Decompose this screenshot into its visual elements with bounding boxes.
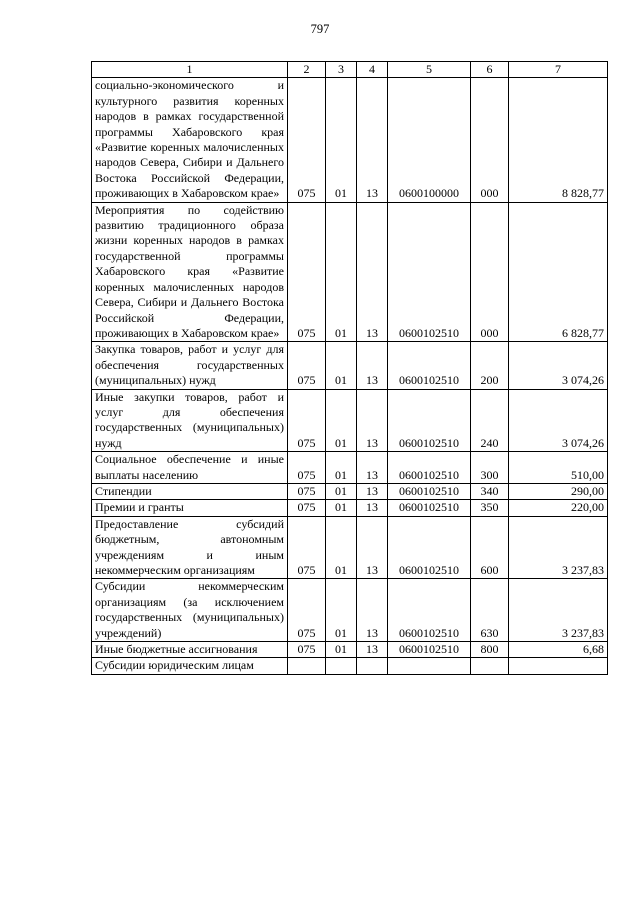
section-cell: 01: [326, 342, 357, 389]
section-cell: 01: [326, 202, 357, 342]
target-article-cell: 0600100000: [388, 78, 471, 202]
column-header: 4: [357, 62, 388, 78]
table-row: [92, 658, 608, 674]
column-header: 1: [92, 62, 288, 78]
table-row: [92, 500, 608, 516]
target-article-cell: 0600102510: [388, 516, 471, 579]
table-row: [92, 202, 608, 342]
expense-type-cell: 000: [471, 78, 509, 202]
admin-code-cell: 075: [288, 500, 326, 516]
row-name-cell: Мероприятия по содействию развитию традиционного образа жизни коренных народов в рамках государственной программы Хабаровского края «Развитие коренных малочисленных народов Севера, Сибири и Дальнего Востока Российской Федерации, проживающих в Хабаровском крае»: [92, 202, 288, 342]
section-cell: 01: [326, 452, 357, 484]
subsection-cell: 13: [357, 78, 388, 202]
row-name-cell: Иные бюджетные ассигнования: [92, 642, 288, 658]
amount-cell: 290,00: [509, 483, 608, 499]
amount-cell: 6 828,77: [509, 202, 608, 342]
expense-type-cell: 630: [471, 579, 509, 642]
expense-type-cell: 800: [471, 642, 509, 658]
table-row: [92, 452, 608, 484]
admin-code-cell: 075: [288, 452, 326, 484]
subsection-cell: [357, 658, 388, 674]
amount-cell: 510,00: [509, 452, 608, 484]
page-number: 797: [310, 22, 330, 36]
admin-code-cell: 075: [288, 389, 326, 452]
table-body: [92, 78, 608, 674]
admin-code-cell: 075: [288, 202, 326, 342]
column-header: 3: [326, 62, 357, 78]
target-article-cell: 0600102510: [388, 500, 471, 516]
column-header: 5: [388, 62, 471, 78]
subsection-cell: 13: [357, 642, 388, 658]
table-row: [92, 483, 608, 499]
table-header-row: [92, 62, 608, 78]
target-article-cell: 0600102510: [388, 389, 471, 452]
row-name-cell: Иные закупки товаров, работ и услуг для обеспечения государственных (муниципальных) нужд: [92, 389, 288, 452]
subsection-cell: 13: [357, 579, 388, 642]
column-header: 6: [471, 62, 509, 78]
row-name-cell: Премии и гранты: [92, 500, 288, 516]
section-cell: 01: [326, 389, 357, 452]
amount-cell: 3 074,26: [509, 342, 608, 389]
amount-cell: 3 237,83: [509, 579, 608, 642]
admin-code-cell: 075: [288, 342, 326, 389]
subsection-cell: 13: [357, 452, 388, 484]
expense-type-cell: [471, 658, 509, 674]
section-cell: 01: [326, 516, 357, 579]
subsection-cell: 13: [357, 389, 388, 452]
row-name-cell: Субсидии юридическим лицам: [92, 658, 288, 674]
row-name-cell: Закупка товаров, работ и услуг для обеспечения государственных (муниципальных) нужд: [92, 342, 288, 389]
admin-code-cell: 075: [288, 579, 326, 642]
section-cell: 01: [326, 500, 357, 516]
row-name-cell: Субсидии некоммерческим организациям (за исключением государственных (муниципальных) учреждений): [92, 579, 288, 642]
subsection-cell: 13: [357, 342, 388, 389]
expense-type-cell: 300: [471, 452, 509, 484]
section-cell: 01: [326, 78, 357, 202]
admin-code-cell: 075: [288, 78, 326, 202]
admin-code-cell: 075: [288, 642, 326, 658]
target-article-cell: 0600102510: [388, 579, 471, 642]
table-row: [92, 579, 608, 642]
admin-code-cell: 075: [288, 516, 326, 579]
subsection-cell: 13: [357, 202, 388, 342]
subsection-cell: 13: [357, 483, 388, 499]
row-name-cell: Предоставление субсидий бюджетным, автономным учреждениям и иным некоммерческим организациям: [92, 516, 288, 579]
amount-cell: [509, 658, 608, 674]
expense-type-cell: 240: [471, 389, 509, 452]
section-cell: 01: [326, 483, 357, 499]
target-article-cell: [388, 658, 471, 674]
table-row: [92, 389, 608, 452]
budget-table: [91, 61, 608, 675]
row-name-cell: Стипендии: [92, 483, 288, 499]
table-row: [92, 342, 608, 389]
column-header: 2: [288, 62, 326, 78]
column-header: 7: [509, 62, 608, 78]
table-row: [92, 78, 608, 202]
table-row: [92, 642, 608, 658]
subsection-cell: 13: [357, 516, 388, 579]
row-name-cell: Социальное обеспечение и иные выплаты населению: [92, 452, 288, 484]
target-article-cell: 0600102510: [388, 202, 471, 342]
target-article-cell: 0600102510: [388, 483, 471, 499]
table-row: [92, 516, 608, 579]
subsection-cell: 13: [357, 500, 388, 516]
amount-cell: 6,68: [509, 642, 608, 658]
target-article-cell: 0600102510: [388, 452, 471, 484]
amount-cell: 3 074,26: [509, 389, 608, 452]
amount-cell: 8 828,77: [509, 78, 608, 202]
row-name-cell: социально-экономического и культурного развития коренных народов в рамках государственной программы Хабаровского края «Развитие коренных малочисленных народов Севера, Сибири и Дальнего Востока Российской Федерации, проживающих в Хабаровском крае»: [92, 78, 288, 202]
section-cell: 01: [326, 642, 357, 658]
expense-type-cell: 200: [471, 342, 509, 389]
admin-code-cell: [288, 658, 326, 674]
expense-type-cell: 350: [471, 500, 509, 516]
amount-cell: 220,00: [509, 500, 608, 516]
section-cell: 01: [326, 579, 357, 642]
expense-type-cell: 340: [471, 483, 509, 499]
amount-cell: 3 237,83: [509, 516, 608, 579]
expense-type-cell: 600: [471, 516, 509, 579]
section-cell: [326, 658, 357, 674]
target-article-cell: 0600102510: [388, 642, 471, 658]
expense-type-cell: 000: [471, 202, 509, 342]
admin-code-cell: 075: [288, 483, 326, 499]
target-article-cell: 0600102510: [388, 342, 471, 389]
